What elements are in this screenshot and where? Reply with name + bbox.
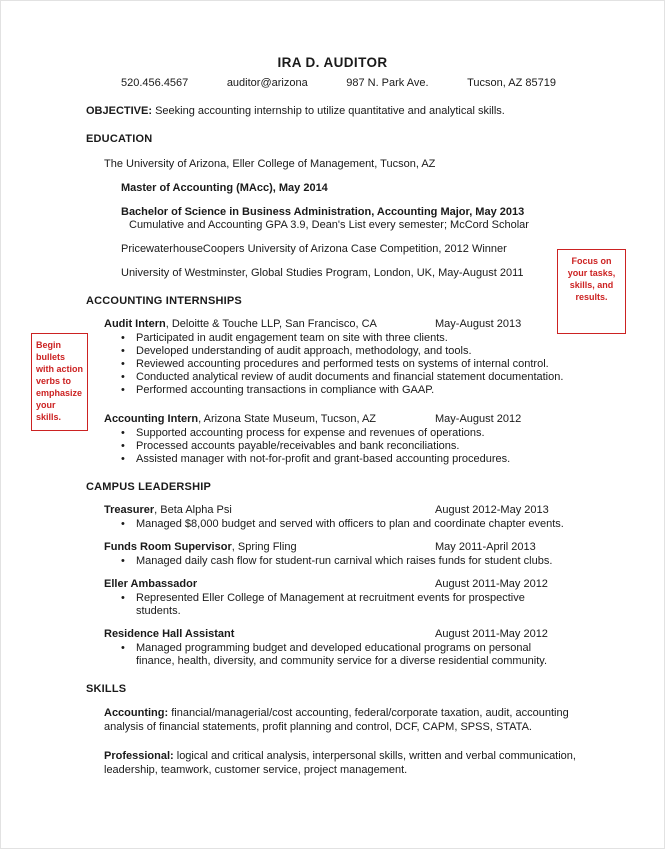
objective-line [86, 105, 599, 118]
contact-email: auditor@arizona [226, 77, 308, 89]
objective-text: Seeking accounting internship to utilize quantitative and analytical skills. [152, 105, 505, 117]
bullet-item: • Managed programming budget and developed educational programs on personal finance, health, diversity, and community service for a diverse residential community. [119, 642, 571, 668]
bullet-item: • Managed $8,000 budget and served with officers to plan and coordinate chapter events. [119, 518, 571, 531]
leadership-entry [104, 578, 664, 591]
contact-city: Tucson, AZ 85719 [467, 77, 556, 89]
bullet-item: • Assisted manager with not-for-profit and grant-based accounting procedures. [119, 453, 571, 466]
role-org: , Spring Fling [231, 541, 297, 553]
role-dates: August 2011-May 2012 [435, 578, 548, 590]
skills-accounting [104, 706, 594, 734]
role-dates: May 2011-April 2013 [435, 541, 536, 553]
bullet-item: • Processed accounts payable/receivables and bank reconciliations. [119, 440, 571, 453]
leadership-entry [104, 504, 664, 517]
skills-text: financial/managerial/cost accounting, federal/corporate taxation, audit, accounting analysis of financial statements, profit planning and control, DCF, CAPM, SPSS, STATA. [104, 707, 569, 733]
leadership-bullets [119, 555, 571, 568]
section-heading-education: EDUCATION [86, 133, 153, 145]
job-title: Accounting Intern [104, 413, 199, 425]
leadership-bullets [119, 642, 571, 668]
bullet-item: • Reviewed accounting procedures and performed tests on systems of internal control. [119, 358, 571, 371]
contact-row [121, 77, 556, 90]
bullet-item: • Conducted analytical review of audit documents and financial statement documentation. [119, 371, 571, 384]
role-title: Eller Ambassador [104, 578, 198, 590]
education-competition: PricewaterhouseCoopers University of Arizona Case Competition, 2012 Winner [121, 243, 507, 255]
bullet-item: • Supported accounting process for expense and revenues of operations. [119, 427, 571, 440]
bullet-item: • Represented Eller College of Management at recruitment events for prospective students. [119, 592, 571, 618]
section-heading-leadership: CAMPUS LEADERSHIP [86, 481, 212, 493]
bullet-item: • Developed understanding of audit approach, methodology, and tools. [119, 345, 571, 358]
role-org: , Beta Alpha Psi [154, 504, 232, 516]
leadership-bullets [119, 518, 571, 531]
callout-action-verbs: Begin bullets with action verbs to emphasize your skills. [31, 333, 88, 431]
objective-label: OBJECTIVE: [86, 105, 153, 117]
education-school: The University of Arizona, Eller College of Management, Tucson, AZ [104, 158, 436, 170]
role-dates: August 2012-May 2013 [435, 504, 549, 516]
role-dates: August 2011-May 2012 [435, 628, 548, 640]
section-heading-internships: ACCOUNTING INTERNSHIPS [86, 295, 242, 307]
callout-focus-results: Focus on your tasks, skills, and results. [557, 249, 626, 334]
education-bachelors: Bachelor of Science in Business Administration, Accounting Major, May 2013 [121, 206, 525, 218]
contact-address: 987 N. Park Ave. [346, 77, 429, 89]
role-title: Treasurer [104, 504, 155, 516]
education-bachelors-detail: Cumulative and Accounting GPA 3.9, Dean's List every semester; McCord Scholar [129, 219, 529, 231]
internship-entry [104, 413, 664, 426]
bullet-item: • Managed daily cash flow for student-run carnival which raises funds for student clubs. [119, 555, 571, 568]
skills-text: logical and critical analysis, interpersonal skills, written and verbal communication, leadership, teamwork, customer service, project management. [104, 750, 576, 776]
job-dates: May-August 2012 [435, 413, 522, 425]
contact-phone: 520.456.4567 [121, 77, 189, 89]
skills-label: Professional: [104, 750, 174, 762]
role-title: Residence Hall Assistant [104, 628, 235, 640]
bullet-item: • Participated in audit engagement team on site with three clients. [119, 332, 571, 345]
skills-label: Accounting: [104, 707, 169, 719]
leadership-bullets [119, 592, 571, 618]
education-masters: Master of Accounting (MAcc), May 2014 [121, 182, 328, 194]
job-company: , Arizona State Museum, Tucson, AZ [198, 413, 377, 425]
job-dates: May-August 2013 [435, 318, 522, 330]
internship-bullets [119, 332, 571, 397]
skills-professional [104, 749, 594, 777]
job-title: Audit Intern [104, 318, 166, 330]
job-company: , Deloitte & Touche LLP, San Francisco, CA [165, 318, 377, 330]
internship-bullets [119, 427, 571, 466]
education-study-abroad: University of Westminster, Global Studies Program, London, UK, May-August 2011 [121, 267, 524, 279]
section-heading-skills: SKILLS [86, 683, 127, 695]
bullet-item: • Performed accounting transactions in compliance with GAAP. [119, 384, 571, 397]
role-title: Funds Room Supervisor [104, 541, 232, 553]
resume-name: IRA D. AUDITOR [277, 55, 388, 70]
leadership-entry [104, 628, 664, 641]
leadership-entry [104, 541, 664, 554]
